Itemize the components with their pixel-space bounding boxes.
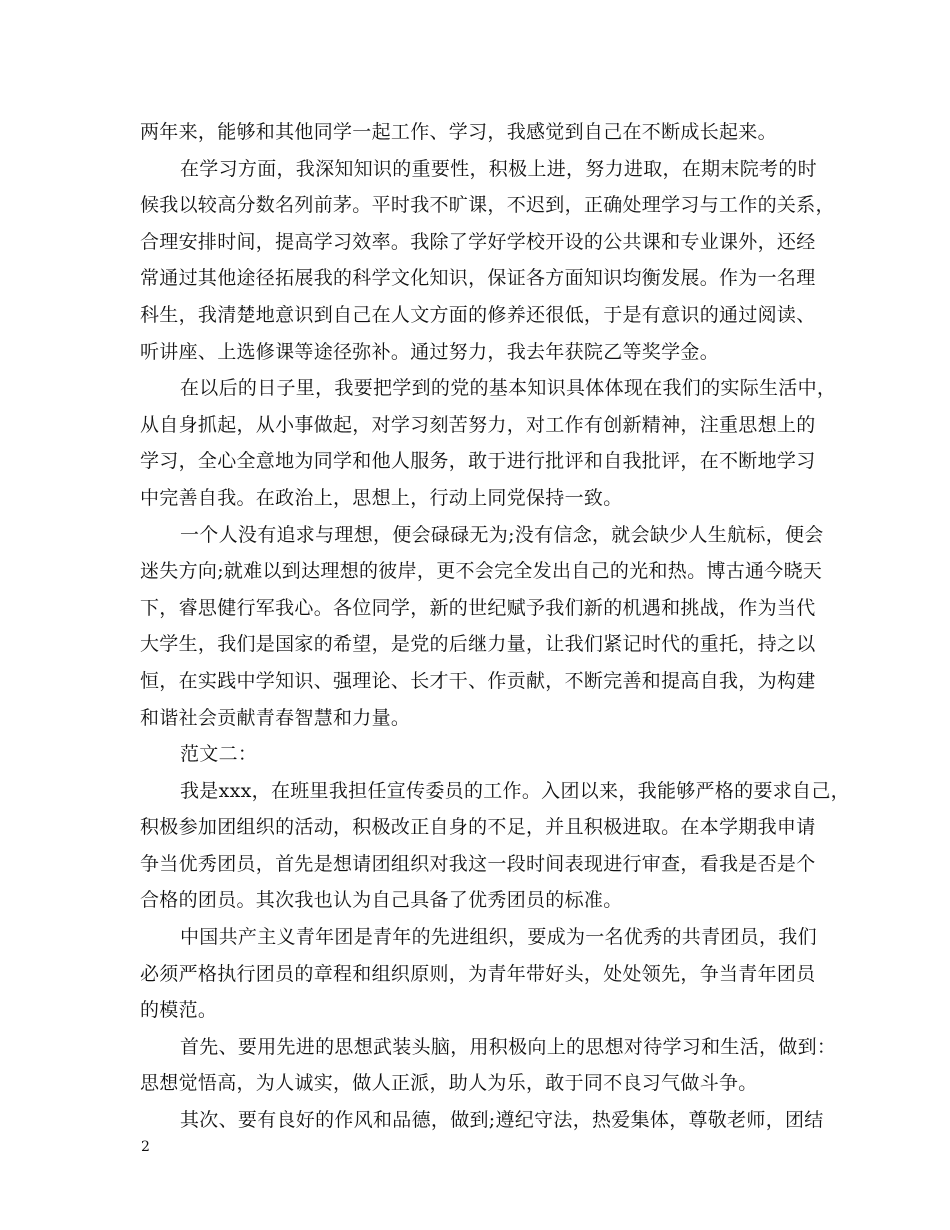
text-line: 和谐社会贡献青春智慧和力量。 xyxy=(140,706,411,729)
text-line: 迷失方向;就难以到达理想的彼岸，更不会完全发出自己的光和热。博古通今晓天 xyxy=(140,560,823,583)
text-line: 在以后的日子里，我要把学到的党的基本知识具体体现在我们的实际生活中， xyxy=(180,377,837,400)
text-line: 合理安排时间，提高学习效率。我除了学好学校开设的公共课和专业课外，还经 xyxy=(140,230,816,253)
text-line: 思想觉悟高，为人诚实，做人正派，助人为乐，敢于同不良习气做斗争。 xyxy=(140,1072,758,1095)
text-line: 常通过其他途径拓展我的科学文化知识，保证各方面知识均衡发展。作为一名理 xyxy=(140,267,816,290)
text-line: 从自身抓起，从小事做起，对学习刻苦努力，对工作有创新精神，注重思想上的 xyxy=(140,413,816,436)
text-line: 恒，在实践中学知识、强理论、长才干、作贡献，不断完善和提高自我，为构建 xyxy=(140,669,816,692)
text-line: 在学习方面，我深知知识的重要性，积极上进，努力进取，在期末院考的时 xyxy=(180,157,817,180)
text-line: 首先、要用先进的思想武装头脑，用积极向上的思想对待学习和生活，做到： xyxy=(180,1035,837,1058)
text-line: 积极参加团组织的活动，积极改正自身的不足，并且积极进取。在本学期我申请 xyxy=(140,816,816,839)
page-number: 2 xyxy=(141,1139,150,1155)
text-line: 两年来，能够和其他同学一起工作、学习，我感觉到自己在不断成长起来。 xyxy=(140,121,777,143)
text-line: 中国共产主义青年团是青年的先进组织，要成为一名优秀的共青团员，我们 xyxy=(180,926,817,949)
text-line: 候我以较高分数名列前茅。平时我不旷课，不迟到，正确处理学习与工作的关系， xyxy=(140,194,835,217)
text-line: 合格的团员。其次我也认为自己具备了优秀团员的标准。 xyxy=(140,889,623,912)
section-heading: 范文二： xyxy=(180,743,258,766)
document-body xyxy=(140,114,850,1139)
text-line: 其次、要有良好的作风和品德，做到;遵纪守法，热爱集体，尊敬老师，团结 xyxy=(180,1109,824,1132)
text-line: 一个人没有追求与理想，便会碌碌无为;没有信念，就会缺少人生航标，便会 xyxy=(180,523,824,546)
text-line: 大学生，我们是国家的希望，是党的后继力量，让我们紧记时代的重托，持之以 xyxy=(140,633,816,656)
text-line: 中完善自我。在政治上，思想上，行动上同党保持一致。 xyxy=(140,486,623,509)
text-line: 学习，全心全意地为同学和他人服务，敢于进行批评和自我批评，在不断地学习 xyxy=(140,450,816,473)
text-line: 的模范。 xyxy=(140,999,218,1022)
text-line: 听讲座、上选修课等途径弥补。通过努力，我去年获院乙等奖学金。 xyxy=(140,340,720,363)
text-line: 我是xxx，在班里我担任宣传委员的工作。入团以来，我能够严格的要求自己， xyxy=(180,779,850,802)
text-line: 必须严格执行团员的章程和组织原则，为青年带好头，处处领先，争当青年团员 xyxy=(140,962,816,985)
text-line: 下，睿思健行军我心。各位同学，新的世纪赋予我们新的机遇和挑战，作为当代 xyxy=(140,596,816,619)
text-line: 争当优秀团员，首先是想请团组织对我这一段时间表现进行审查，看我是否是个 xyxy=(140,852,816,875)
text-line: 科生，我清楚地意识到自己在人文方面的修养还很低，于是有意识的通过阅读、 xyxy=(140,303,816,326)
